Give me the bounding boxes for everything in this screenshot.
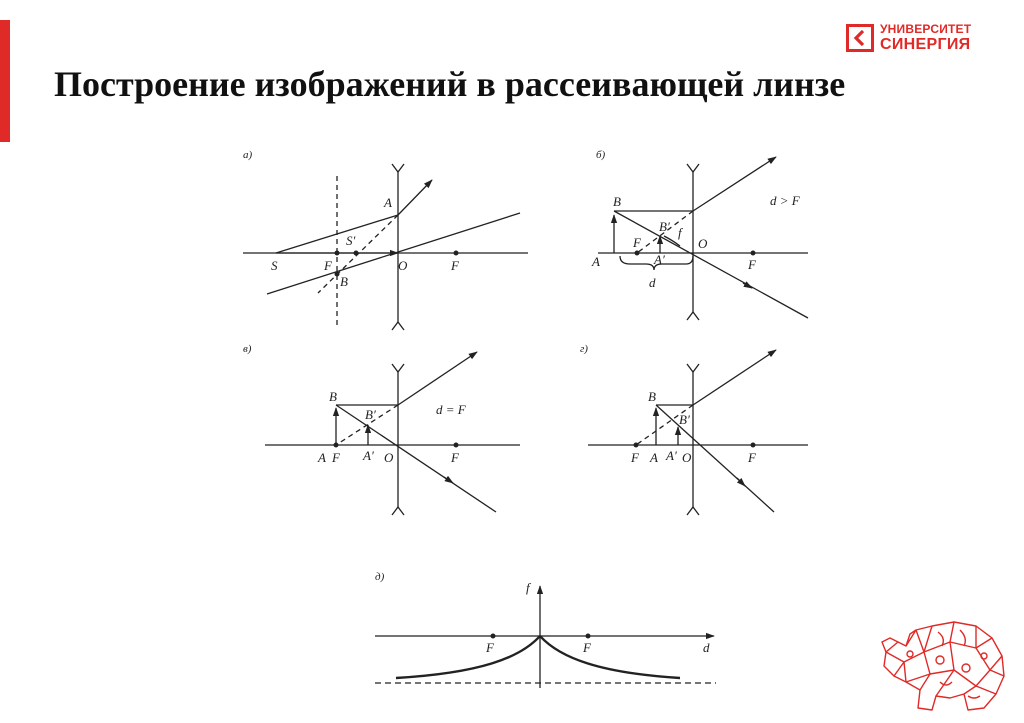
panel-a-focus-left (335, 251, 340, 256)
panel-b-label-F2: F (748, 257, 756, 272)
panel-a-label-F2: F (451, 258, 459, 273)
panel-g-label-F2: F (748, 450, 756, 465)
panel-b-condition: d > F (770, 193, 800, 208)
panel-b-focus-left (635, 251, 640, 256)
panel-v-central-ray (336, 405, 496, 512)
panel-d-label-f: f (526, 580, 530, 595)
panel-v-label-B: B (329, 389, 337, 404)
panel-b-lens-bottom-icon (687, 312, 699, 320)
panel-g-refracted-up (693, 350, 776, 405)
panel-a-label-S: S (271, 258, 278, 273)
panel-b-refracted-up (693, 157, 776, 211)
panel-g (588, 350, 808, 515)
panel-d-label-d: d (703, 640, 710, 655)
panel-g-lens-top-icon (687, 364, 699, 372)
panel-b-lens-top-icon (687, 164, 699, 172)
rhino-mascot-icon (880, 612, 1012, 716)
panel-b-label-A-prime: A′ (654, 252, 665, 267)
panel-d (375, 586, 716, 688)
panel-b-focus-right (751, 251, 756, 256)
slide-title: Построение изображений в рассеивающей линзе (54, 64, 846, 104)
panel-b-central-arrow (743, 283, 752, 288)
panel-a-label-F1: F (324, 258, 332, 273)
panel-b-label-B: B (613, 194, 621, 209)
panel-a-point-b (335, 272, 340, 277)
panel-v (265, 352, 520, 515)
panel-v-tag: в) (243, 343, 252, 355)
panel-a-lens-bottom-icon (392, 322, 404, 330)
panel-g-central-arrow (737, 478, 745, 486)
panel-v-focus-right (454, 443, 459, 448)
panel-a-label-B: B (340, 274, 348, 289)
panel-b-label-A: A (592, 254, 600, 269)
panel-g-label-B: B (648, 389, 656, 404)
panel-d-focus-right (586, 634, 591, 639)
panel-g-lens-bottom-icon (687, 507, 699, 515)
panel-b-label-O: O (698, 236, 708, 251)
panel-a (243, 164, 528, 330)
panel-g-label-O: O (682, 450, 692, 465)
panel-d-focus-left (491, 634, 496, 639)
panel-v-label-F1: F (332, 450, 340, 465)
panel-a-image-point (354, 251, 359, 256)
panel-g-label-A: A (650, 450, 658, 465)
panel-v-lens-top-icon (392, 364, 404, 372)
panel-g-label-A-prime: A′ (666, 448, 677, 463)
panel-a-label-O: O (398, 258, 408, 273)
panel-b-label-B-prime: B′ (659, 219, 670, 234)
panel-v-label-B-prime: B′ (365, 407, 376, 422)
panel-a-focus-right (454, 251, 459, 256)
panel-g-label-B-prime: B′ (679, 412, 690, 427)
panel-v-label-A-prime: A′ (363, 448, 374, 463)
panel-d-tag: д) (375, 571, 385, 583)
panel-b-tag: б) (596, 149, 606, 161)
panel-d-label-F1: F (486, 640, 494, 655)
logo-line-2: СИНЕРГИЯ (880, 36, 971, 53)
panel-a-ray-sa (276, 215, 398, 253)
panel-d-curve-left (396, 636, 540, 678)
panel-v-label-A: A (318, 450, 326, 465)
panel-g-label-F1: F (631, 450, 639, 465)
panel-g-focus-right (751, 443, 756, 448)
panel-g-focus-left (634, 443, 639, 448)
panel-d-curve-right (540, 636, 680, 678)
panel-v-refracted-up (398, 352, 477, 405)
panel-a-label-A: A (384, 195, 392, 210)
panel-v-central-arrow (444, 477, 453, 483)
panel-a-ray-refracted-1 (398, 180, 432, 215)
panel-v-condition: d = F (436, 402, 466, 417)
panel-v-focus-left (334, 443, 339, 448)
panel-a-tag: а) (243, 149, 253, 161)
panel-g-tag: г) (580, 343, 588, 355)
panel-a-lens-top-icon (392, 164, 404, 172)
panel-v-lens-bottom-icon (392, 507, 404, 515)
panel-b-label-d: d (649, 275, 656, 290)
panel-a-label-S-prime: S′ (346, 233, 356, 248)
logo-line-1: УНИВЕРСИТЕТ (880, 22, 972, 36)
panel-v-label-F2: F (451, 450, 459, 465)
panel-d-label-F2: F (583, 640, 591, 655)
panel-b-label-f: f (678, 225, 682, 240)
panel-b-label-F1: F (633, 235, 641, 250)
panel-v-label-O: O (384, 450, 394, 465)
